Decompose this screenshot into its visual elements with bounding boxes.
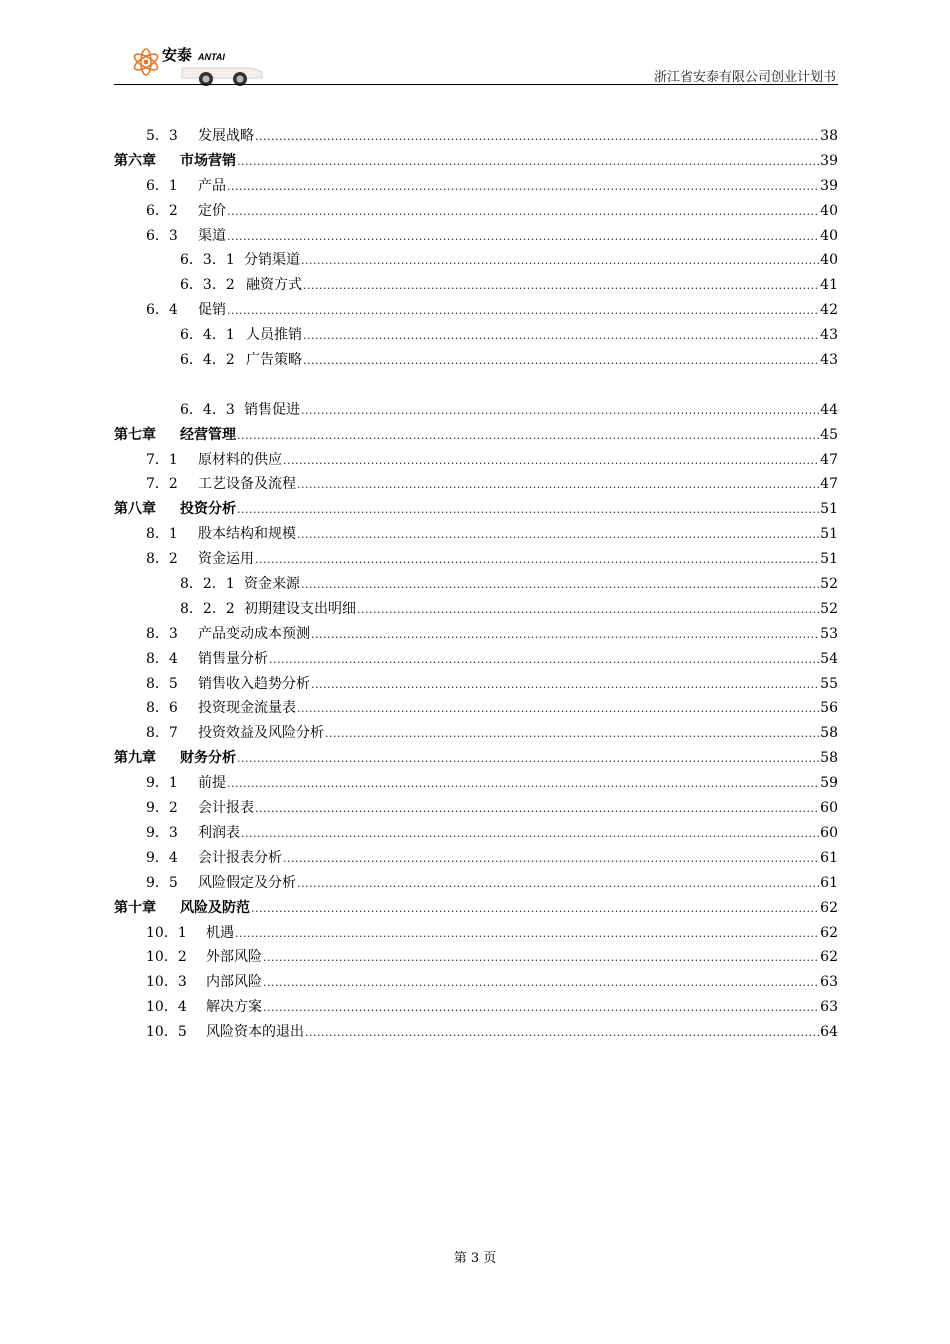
toc-entry-title: 前提: [198, 775, 226, 792]
toc-entry-number: 9．3: [146, 824, 178, 841]
toc-entry-number: 10．2: [146, 949, 187, 966]
toc-entry[interactable]: [114, 721, 838, 746]
toc-dot-leader: [311, 623, 819, 648]
toc-entry-number: 8．5: [146, 675, 178, 692]
toc-entry-number: 6．4．1: [180, 327, 235, 344]
toc-entry-title: 财务分析: [180, 750, 236, 767]
toc-entry[interactable]: [114, 174, 838, 199]
toc-dot-leader: [263, 971, 819, 996]
toc-entry-page: 45: [820, 426, 838, 443]
toc-dot-leader: [227, 299, 819, 324]
toc-entry-title: 风险资本的退出: [206, 1024, 304, 1041]
toc-entry-page: 61: [820, 874, 838, 891]
toc-entry-number: 8．1: [146, 526, 178, 543]
toc-dot-leader: [255, 125, 819, 150]
toc-entry[interactable]: [114, 124, 838, 149]
antai-logo: [124, 42, 274, 86]
toc-dot-leader: [297, 523, 819, 548]
toc-entry-title: 销售量分析: [198, 650, 268, 667]
toc-entry-title: 股本结构和规模: [198, 526, 296, 543]
toc-entry-number: 7．1: [146, 451, 178, 468]
toc-entry-page: 44: [820, 401, 838, 418]
toc-entry-page: 55: [820, 675, 838, 692]
toc-entry-page: 59: [820, 775, 838, 792]
toc-entry-number: 10．4: [146, 999, 187, 1016]
toc-entry-number: 6．3．2: [180, 277, 235, 294]
toc-dot-leader: [255, 548, 819, 573]
page-header: [114, 40, 838, 86]
toc-entry-title: 发展战略: [198, 128, 254, 144]
toc-entry-title: 广告策略: [246, 352, 302, 369]
toc-entry-page: 51: [820, 501, 838, 518]
toc-entry-title: 利润表: [198, 824, 240, 841]
toc-entry-number: 10．5: [146, 1024, 187, 1041]
toc-entry-number: 第七章: [114, 426, 156, 443]
toc-dot-leader: [227, 200, 819, 225]
toc-entry-page: 52: [820, 600, 838, 617]
toc-entry-number: 7．2: [146, 476, 178, 493]
toc-dot-leader: [301, 249, 819, 274]
toc-entry[interactable]: [114, 298, 838, 323]
toc-entry-page: 40: [820, 202, 838, 219]
toc-dot-leader: [227, 772, 819, 797]
toc-entry-page: 58: [820, 750, 838, 767]
toc-entry-page: 43: [820, 352, 838, 369]
toc-entry-number: 6．2: [146, 202, 178, 219]
toc-entry-title: 销售促进: [244, 401, 300, 418]
toc-entry[interactable]: [114, 273, 838, 298]
toc-entry-title: 外部风险: [206, 949, 262, 966]
toc-entry-title: 内部风险: [206, 974, 262, 991]
toc-entry[interactable]: [114, 323, 838, 348]
toc-entry-page: 47: [820, 451, 838, 468]
toc-dot-leader: [251, 897, 819, 922]
toc-entry[interactable]: [114, 821, 838, 846]
toc-entry-number: 8．2．1: [180, 576, 235, 593]
toc-entry[interactable]: [114, 696, 838, 721]
toc-dot-leader: [283, 449, 819, 474]
toc-entry-title: 风险假定及分析: [198, 874, 296, 891]
toc-dot-leader: [237, 498, 819, 523]
logo-brand: ANTAI: [198, 52, 225, 62]
toc-entry[interactable]: [114, 896, 838, 921]
toc-entry-title: 定价: [198, 202, 226, 219]
toc-dot-leader: [301, 573, 819, 598]
toc-entry[interactable]: [114, 199, 838, 224]
toc-entry-title: 资金来源: [244, 576, 300, 593]
atom-icon: [132, 49, 160, 75]
toc-entry-number: 6．1: [146, 177, 178, 194]
toc-dot-leader: [227, 225, 819, 250]
toc-entry[interactable]: [114, 522, 838, 547]
toc-entry[interactable]: [114, 921, 838, 946]
toc-entry-page: 40: [820, 252, 838, 269]
toc-entry[interactable]: [114, 547, 838, 572]
toc-entry-number: 8．4: [146, 650, 178, 667]
toc-entry[interactable]: [114, 995, 838, 1020]
table-of-contents: [114, 124, 838, 1045]
toc-entry-page: 39: [820, 177, 838, 194]
toc-entry-page: 63: [820, 974, 838, 991]
toc-entry-title: 渠道: [198, 227, 226, 244]
toc-entry-page: 38: [820, 128, 838, 144]
toc-entry-number: 9．2: [146, 800, 178, 817]
toc-entry-page: 43: [820, 327, 838, 344]
toc-entry-title: 融资方式: [246, 277, 302, 294]
toc-dot-leader: [357, 598, 819, 623]
page-number: 第 3 页: [453, 1251, 497, 1266]
toc-entry-number: 5．3: [146, 128, 178, 144]
toc-dot-leader: [301, 399, 819, 424]
toc-entry[interactable]: [114, 771, 838, 796]
toc-dot-leader: [263, 996, 819, 1021]
toc-entry-title: 产品: [198, 177, 226, 194]
toc-entry-number: 10．1: [146, 924, 187, 941]
toc-entry[interactable]: [114, 970, 838, 995]
toc-entry-page: 42: [820, 302, 838, 319]
toc-entry-number: 9．5: [146, 874, 178, 891]
toc-entry-number: 第十章: [114, 899, 156, 916]
toc-dot-leader: [303, 349, 819, 374]
toc-dot-leader: [311, 673, 819, 698]
toc-entry-title: 工艺设备及流程: [198, 476, 296, 493]
toc-dot-leader: [305, 1021, 819, 1046]
toc-entry-page: 64: [820, 1024, 838, 1041]
toc-entry[interactable]: [114, 597, 838, 622]
toc-entry-title: 经营管理: [180, 426, 236, 443]
toc-entry-page: 56: [820, 700, 838, 717]
toc-entry-page: 60: [820, 824, 838, 841]
toc-dot-leader: [237, 424, 819, 449]
toc-dot-leader: [297, 473, 819, 498]
toc-entry-page: 63: [820, 999, 838, 1016]
toc-entry[interactable]: [114, 472, 838, 497]
header-divider: [114, 84, 838, 85]
toc-entry-number: 8．6: [146, 700, 178, 717]
toc-entry[interactable]: [114, 348, 838, 373]
toc-entry-number: 8．2: [146, 551, 178, 568]
logo-text: 安泰: [162, 47, 193, 64]
toc-entry[interactable]: [114, 796, 838, 821]
toc-entry-number: 6．4．3: [180, 401, 235, 418]
toc-entry[interactable]: [114, 622, 838, 647]
toc-entry-title: 人员推销: [246, 327, 302, 344]
toc-entry-page: 51: [820, 526, 838, 543]
toc-entry-number: 6．3: [146, 227, 178, 244]
toc-dot-leader: [227, 175, 819, 200]
toc-entry-title: 产品变动成本预测: [198, 625, 310, 642]
toc-entry-page: 62: [820, 949, 838, 966]
toc-entry-number: 8．2．2: [180, 600, 235, 617]
toc-entry-page: 61: [820, 849, 838, 866]
toc-entry-title: 投资现金流量表: [198, 700, 296, 717]
toc-entry-number: 第九章: [114, 750, 156, 767]
toc-dot-leader: [235, 922, 819, 947]
toc-entry-number: 10．3: [146, 974, 187, 991]
toc-entry-title: 销售收入趋势分析: [198, 675, 310, 692]
toc-dot-leader: [255, 797, 819, 822]
toc-entry-title: 原材料的供应: [198, 451, 282, 468]
toc-entry-title: 资金运用: [198, 551, 254, 568]
toc-entry-page: 39: [820, 152, 838, 169]
toc-entry-title: 分销渠道: [244, 252, 300, 269]
toc-entry-number: 6．4．2: [180, 352, 235, 369]
toc-entry-title: 初期建设支出明细: [244, 600, 356, 617]
toc-entry[interactable]: [114, 945, 838, 970]
toc-entry-number: 6．3．1: [180, 252, 235, 269]
toc-dot-leader: [269, 648, 819, 673]
toc-entry-number: 9．4: [146, 849, 178, 866]
toc-entry-title: 投资效益及风险分析: [198, 725, 324, 742]
toc-entry-title: 促销: [198, 302, 226, 319]
toc-dot-leader: [297, 697, 819, 722]
toc-entry-title: 解决方案: [206, 999, 262, 1016]
toc-entry[interactable]: [114, 672, 838, 697]
toc-entry-number: 8．7: [146, 725, 178, 742]
toc-entry-page: 62: [820, 899, 838, 916]
toc-entry[interactable]: [114, 647, 838, 672]
toc-dot-leader: [237, 150, 819, 175]
toc-entry-page: 40: [820, 227, 838, 244]
toc-entry-title: 会计报表分析: [198, 849, 282, 866]
toc-dot-leader: [237, 747, 819, 772]
toc-entry-page: 41: [820, 277, 838, 294]
toc-entry-page: 54: [820, 650, 838, 667]
toc-entry[interactable]: [114, 423, 838, 448]
toc-dot-leader: [263, 946, 819, 971]
toc-dot-leader: [241, 822, 819, 847]
toc-entry-title: 市场营销: [180, 152, 236, 169]
toc-entry[interactable]: [114, 846, 838, 871]
toc-entry[interactable]: [114, 871, 838, 896]
toc-dot-leader: [283, 847, 819, 872]
toc-entry-page: 62: [820, 924, 838, 941]
toc-entry[interactable]: [114, 497, 838, 522]
toc-entry-number: 6．4: [146, 302, 178, 319]
toc-entry-page: 60: [820, 800, 838, 817]
toc-entry[interactable]: [114, 248, 838, 273]
toc-entry-page: 51: [820, 551, 838, 568]
toc-entry-title: 投资分析: [180, 501, 236, 518]
toc-entry[interactable]: [114, 448, 838, 473]
toc-entry-number: 9．1: [146, 775, 178, 792]
toc-entry[interactable]: [114, 149, 838, 174]
toc-entry[interactable]: [114, 224, 838, 249]
toc-entry-page: 47: [820, 476, 838, 493]
toc-entry-title: 机遇: [206, 924, 234, 941]
toc-entry[interactable]: [114, 746, 838, 771]
toc-dot-leader: [303, 274, 819, 299]
toc-dot-leader: [297, 872, 819, 897]
toc-entry[interactable]: [114, 398, 838, 423]
toc-entry-page: 53: [820, 625, 838, 642]
toc-entry-page: 52: [820, 576, 838, 593]
toc-entry[interactable]: [114, 1020, 838, 1045]
toc-entry-number: 第八章: [114, 501, 156, 518]
toc-entry-title: 会计报表: [198, 800, 254, 817]
toc-entry-number: 8．3: [146, 625, 178, 642]
toc-dot-leader: [303, 324, 819, 349]
company-title: 浙江省安泰有限公司创业计划书: [653, 70, 836, 85]
toc-entry-page: 58: [820, 725, 838, 742]
toc-dot-leader: [325, 722, 819, 747]
toc-entry-number: 第六章: [114, 152, 156, 169]
toc-entry-title: 风险及防范: [180, 899, 250, 916]
toc-entry[interactable]: [114, 572, 838, 597]
